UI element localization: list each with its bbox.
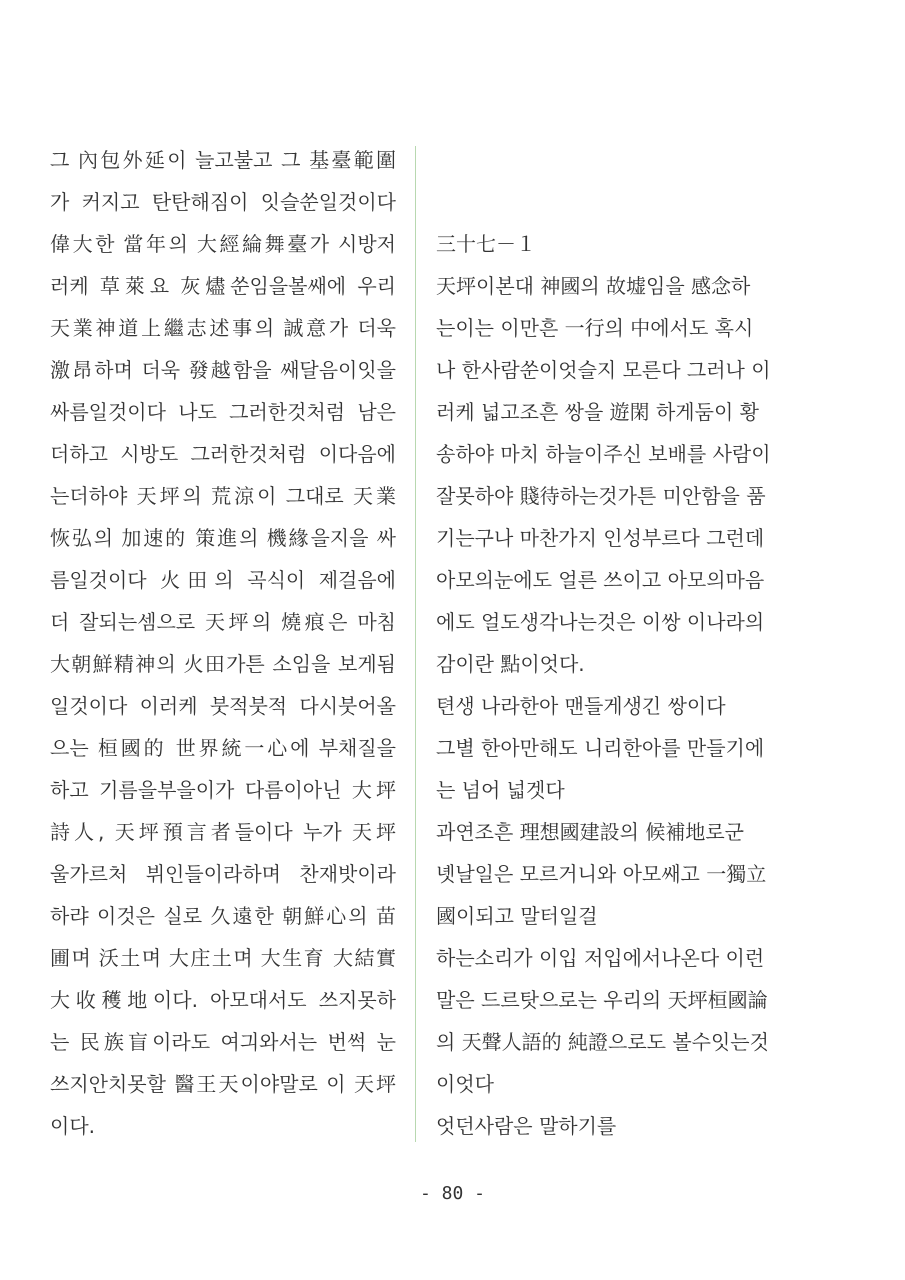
column-divider — [415, 146, 416, 1142]
text-line: 그별 한아만해도 니리한아를 만들기에 — [436, 736, 765, 760]
right-column — [436, 223, 784, 1147]
text-line: 에도 얼도생각나는것은 이쌍 이나라의 — [436, 610, 765, 634]
text-line: 녯날일은 모르거니와 아모쌔고 一獨立 — [436, 862, 767, 886]
text-line: 이엇다 — [436, 1072, 494, 1096]
text-line: 大朝鮮精神의 火田가튼 소임을 보게됨 — [50, 652, 396, 676]
text-line: 싸름일것이다 나도 그러한것처럼 남은 — [50, 400, 396, 424]
text-line: 三十七－１ — [436, 232, 536, 256]
text-line: 하랴 이것은 실로 久遠한 朝鮮心의 苗 — [50, 904, 396, 928]
text-line: 아모의눈에도 얼른 쓰이고 아모의마음 — [436, 568, 765, 592]
text-line: 가 커지고 탄탄해짐이 잇슬쑨일것이다 — [50, 190, 396, 214]
text-line: 더하고 시방도 그러한것처럼 이다음에 — [50, 442, 396, 466]
text-line: 天業神道上繼志述事의 誠意가 더욱 — [50, 316, 396, 340]
text-line: 엇던사람은 말하기를 — [436, 1114, 617, 1138]
text-line: 그 內包外延이 늘고불고 그 基臺範圍 — [50, 148, 396, 172]
text-line: 송하야 마치 하늘이주신 보배를 사람이 — [436, 442, 771, 466]
text-line: 름일것이다 火田의 곡식이 제걸음에 — [50, 568, 396, 592]
text-line: 는이는 이만흔 一行의 中에서도 혹시 — [436, 316, 754, 340]
text-line: 大收穫地이다. 아모대서도 쓰지못하 — [50, 988, 396, 1012]
text-line: 텬생 나라한아 맨들게생긴 쌍이다 — [436, 694, 726, 718]
text-line: 는 民族盲이라도 여긔와서는 번썩 눈 — [50, 1030, 396, 1054]
text-line: 圃며 沃土며 大庄土며 大生育 大結實 — [50, 946, 396, 970]
text-line: 恢弘의 加速的 策進의 機緣을지을 싸 — [50, 526, 396, 550]
text-line: 쓰지안치못할 醫王天이야말로 이 天坪 — [50, 1072, 396, 1096]
text-line: 러케 草萊요 灰燼쑨임을볼쌔에 우리 — [50, 274, 396, 298]
text-line: 감이란 點이엇다. — [436, 652, 585, 676]
text-line: 國이되고 말터일걸 — [436, 904, 598, 928]
text-line: 기는구나 마찬가지 인성부르다 그런데 — [436, 526, 765, 550]
text-line: 더 잘되는셈으로 天坪의 燒痕은 마침 — [50, 610, 396, 634]
text-line: 는더하야 天坪의 荒涼이 그대로 天業 — [50, 484, 396, 508]
text-line: 의 天聲人語的 純證으로도 볼수잇는것 — [436, 1030, 769, 1054]
text-line: 偉大한 當年의 大經綸舞臺가 시방저 — [50, 232, 396, 256]
left-column — [50, 139, 396, 1147]
text-line: 러케 넓고조흔 쌍을 遊閑 하게둠이 황 — [436, 400, 759, 424]
text-line: 말은 드르탓으로는 우리의 天坪桓國論 — [436, 988, 768, 1012]
text-line: 으는 桓國的 世界統一心에 부채질을 — [50, 736, 396, 760]
text-line: 激昂하며 더욱 發越함을 쌔달음이잇을 — [50, 358, 396, 382]
text-line: 는 넘어 넓겟다 — [436, 778, 565, 802]
text-line: 과연조흔 理想國建設의 候補地로군 — [436, 820, 744, 844]
text-line: 天坪이본대 神國의 故墟임을 感念하 — [436, 274, 751, 298]
text-line: 詩人, 天坪預言者들이다 누가 天坪 — [50, 820, 396, 844]
text-line: 하는소리가 이입 저입에서나온다 이런 — [436, 946, 765, 970]
text-line: 일것이다 이러케 붓적붓적 다시붓어올 — [50, 694, 396, 718]
text-line: 하고 기름을부을이가 다름이아닌 大坪 — [50, 778, 396, 802]
text-line: 잘못하야 賤待하는것가튼 미안함을 품 — [436, 484, 766, 508]
page-number: - 80 - — [419, 1183, 486, 1204]
text-line: 나 한사람쑨이엇슬지 모른다 그러나 이 — [436, 358, 771, 382]
text-line: 울가르처 뷔인들이라하며 찬재밧이라 — [50, 862, 396, 886]
text-line: 이다. — [50, 1114, 95, 1138]
